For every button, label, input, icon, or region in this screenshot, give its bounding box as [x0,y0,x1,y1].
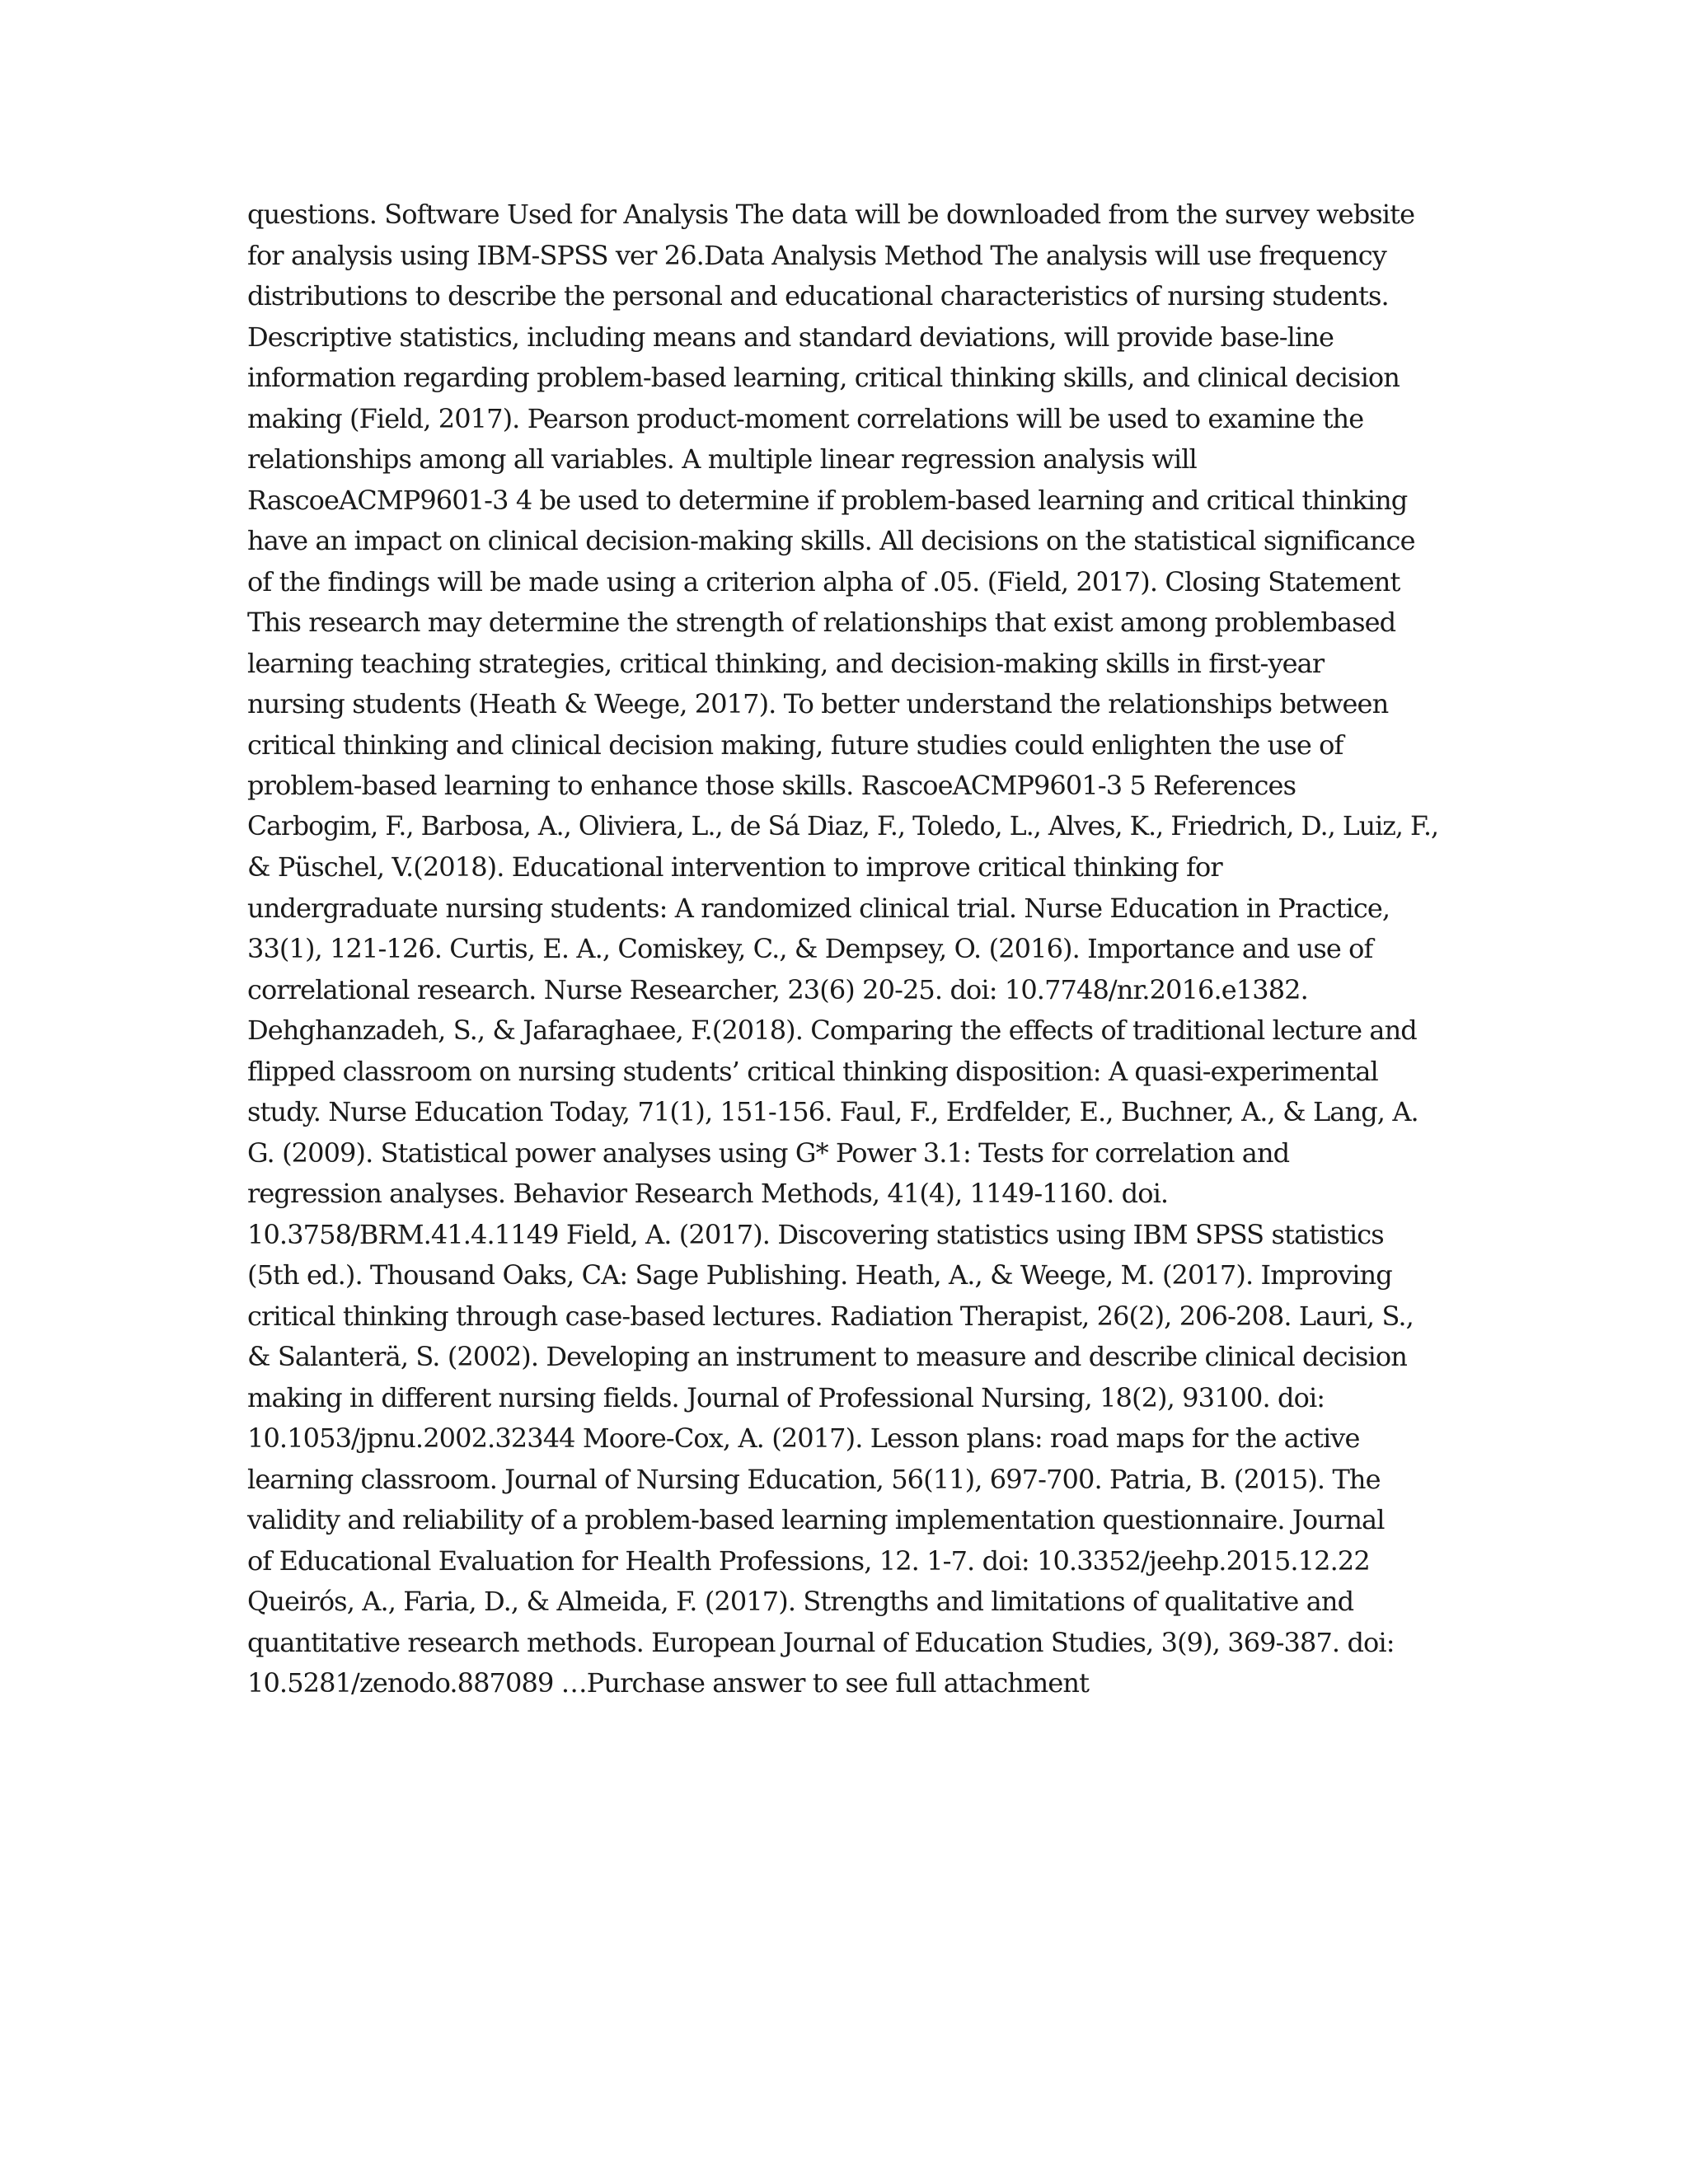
text-line: correlational research. Nurse Researcher, 23(6) 20-25. doi: 10.7748/nr.2016.e1382. [247,973,1308,1005]
text-line: of Educational Evaluation for Health Professions, 12. 1-7. doi: 10.3352/jeehp.2015.12.22 [247,1544,1370,1577]
text-line: validity and reliability of a problem-based learning implementation questionnaire. Journal [247,1504,1385,1535]
text-line: critical thinking through case-based lectures. Radiation Therapist, 26(2), 206-208. Lauri, S., [247,1300,1414,1332]
text-line: G. (2009). Statistical power analyses using G* Power 3.1: Tests for correlation and [247,1137,1290,1169]
text-line: Carbogim, F., Barbosa, A., Oliviera, L., de Sá Diaz, F., Toledo, L., Alves, K., Friedrich, D., Luiz, F., [247,811,1439,841]
text-line: RascoeACMP9601-3 4 be used to determine if problem-based learning and critical thinking [247,484,1408,516]
document-body-text [247,194,1447,1704]
text-line: relationships among all variables. A multiple linear regression analysis will [247,443,1197,475]
text-line: learning classroom. Journal of Nursing Education, 56(11), 697-700. Patria, B. (2015). The [247,1463,1381,1495]
text-line: 10.3758/BRM.41.4.1149 Field, A. (2017). Discovering statistics using IBM SPSS statistics [247,1218,1384,1250]
text-line: flipped classroom on nursing students’ critical thinking disposition: A quasi-experimental [247,1055,1378,1087]
text-line: 10.5281/zenodo.887089 …Purchase answer to see full attachment [247,1667,1090,1699]
text-line: 10.1053/jpnu.2002.32344 Moore-Cox, A. (2017). Lesson plans: road maps for the active [247,1422,1360,1454]
text-line: for analysis using IBM-SPSS ver 26.Data Analysis Method The analysis will use frequency [247,239,1386,271]
text-line: & Salanterä, S. (2002). Developing an instrument to measure and describe clinical decision [247,1341,1407,1372]
text-line: & Püschel, V.(2018). Educational intervention to improve critical thinking for [247,851,1222,883]
text-line: 33(1), 121-126. Curtis, E. A., Comiskey, C., & Dempsey, O. (2016). Importance and use of [247,933,1373,964]
text-line: have an impact on clinical decision-making skills. All decisions on the statistical significance [247,525,1415,556]
text-line: Descriptive statistics, including means and standard deviations, will provide base-line [247,321,1334,353]
text-line: of the findings will be made using a criterion alpha of .05. (Field, 2017). Closing Statement [247,565,1400,598]
text-line: study. Nurse Education Today, 71(1), 151-156. Faul, F., Erdfelder, E., Buchner, A., & Lang, A. [247,1096,1418,1127]
text-line: critical thinking and clinical decision making, future studies could enlighten the use of [247,729,1343,761]
text-line: making (Field, 2017). Pearson product-moment correlations will be used to examine the [247,402,1364,434]
text-line: problem-based learning to enhance those skills. RascoeACMP9601-3 5 References [247,770,1296,801]
text-line: regression analyses. Behavior Research Methods, 41(4), 1149-1160. doi. [247,1178,1169,1209]
text-line: nursing students (Heath & Weege, 2017). To better understand the relationships between [247,688,1389,719]
text-line: quantitative research methods. European Journal of Education Studies, 3(9), 369-387. doi: [247,1626,1395,1658]
text-line: Queirós, A., Faria, D., & Almeida, F. (2017). Strengths and limitations of qualitative and [247,1586,1354,1617]
text-line: information regarding problem-based learning, critical thinking skills, and clinical decision [247,362,1400,393]
text-line: making in different nursing fields. Journal of Professional Nursing, 18(2), 93100. doi: [247,1381,1325,1413]
text-line: distributions to describe the personal and educational characteristics of nursing students. [247,280,1389,312]
text-line: questions. Software Used for Analysis The data will be downloaded from the survey website [247,199,1415,230]
text-line: learning teaching strategies, critical thinking, and decision-making skills in first-year [247,647,1325,679]
text-line: Dehghanzadeh, S., & Jafaraghaee, F.(2018). Comparing the effects of traditional lecture and [247,1015,1417,1046]
text-line: undergraduate nursing students: A randomized clinical trial. Nurse Education in Practice, [247,892,1390,924]
text-line: (5th ed.). Thousand Oaks, CA: Sage Publishing. Heath, A., & Weege, M. (2017). Improving [247,1259,1392,1291]
text-line: This research may determine the strength of relationships that exist among problembased [247,607,1396,638]
